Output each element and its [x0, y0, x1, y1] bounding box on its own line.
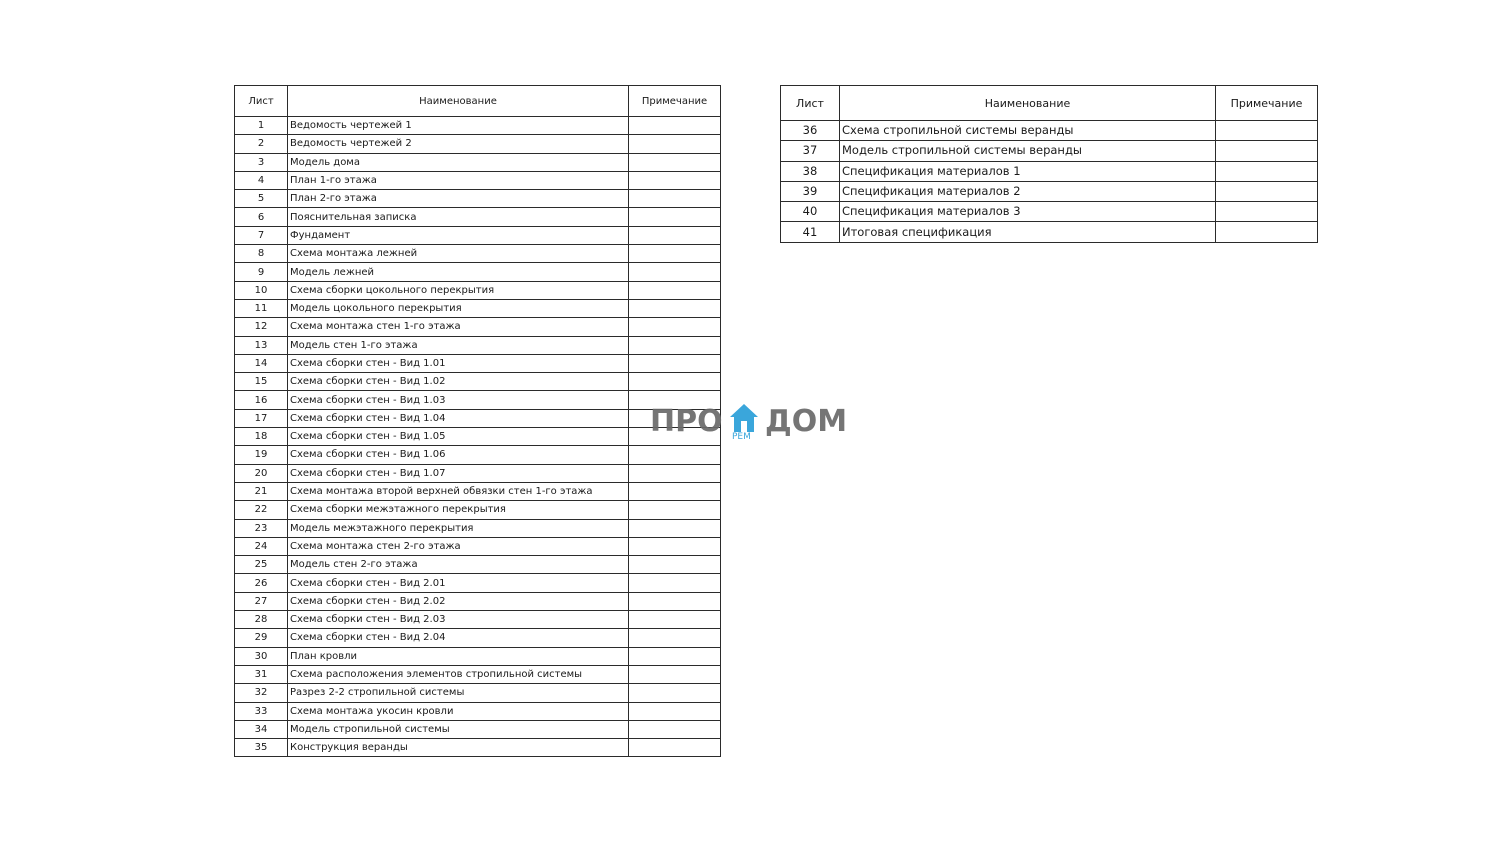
sheet-note-cell [629, 702, 721, 720]
table-row [235, 318, 721, 336]
drawings-list-table-right [780, 85, 1318, 243]
sheet-number-cell: 20 [235, 464, 288, 482]
sheet-name-cell: Схема сборки стен - Вид 2.04 [288, 629, 629, 647]
sheet-name-cell: Пояснительная записка [288, 208, 629, 226]
table-row [235, 684, 721, 702]
sheet-number-cell: 27 [235, 592, 288, 610]
sheet-name-cell: Схема сборки стен - Вид 2.02 [288, 592, 629, 610]
sheet-note-cell [629, 647, 721, 665]
table-row [235, 117, 721, 135]
sheet-number-cell: 15 [235, 373, 288, 391]
sheet-number-cell: 8 [235, 245, 288, 263]
sheet-note-cell [629, 519, 721, 537]
sheet-note-cell [1216, 141, 1318, 161]
table-row [235, 592, 721, 610]
sheet-number-cell: 24 [235, 537, 288, 555]
sheet-note-cell [629, 190, 721, 208]
watermark-text-rem: РЕМ [732, 432, 751, 442]
sheet-note-cell [629, 720, 721, 738]
sheet-number-cell: 19 [235, 446, 288, 464]
sheet-number-cell: 3 [235, 153, 288, 171]
table-row [235, 263, 721, 281]
sheet-name-cell: Модель цокольного перекрытия [288, 299, 629, 317]
sheet-number-cell: 25 [235, 556, 288, 574]
sheet-name-cell: Ведомость чертежей 1 [288, 117, 629, 135]
sheet-name-cell: Спецификация материалов 3 [840, 202, 1216, 222]
sheet-number-cell: 9 [235, 263, 288, 281]
sheet-name-cell: План кровли [288, 647, 629, 665]
sheet-number-cell: 35 [235, 739, 288, 757]
sheet-number-cell: 17 [235, 409, 288, 427]
sheet-number-cell: 5 [235, 190, 288, 208]
table-row [781, 181, 1318, 201]
table-row [235, 665, 721, 683]
sheet-note-cell [629, 464, 721, 482]
sheet-number-cell: 10 [235, 281, 288, 299]
table-row [781, 161, 1318, 181]
sheet-note-cell [629, 684, 721, 702]
sheet-number-cell: 14 [235, 354, 288, 372]
table-row [235, 245, 721, 263]
sheet-note-cell [629, 665, 721, 683]
header-sheet: Лист [235, 86, 288, 117]
sheet-number-cell: 36 [781, 121, 840, 141]
sheet-note-cell [629, 373, 721, 391]
sheet-note-cell [629, 135, 721, 153]
table-row [235, 446, 721, 464]
table-row [235, 281, 721, 299]
sheet-name-cell: Схема сборки стен - Вид 1.04 [288, 409, 629, 427]
sheet-number-cell: 38 [781, 161, 840, 181]
sheet-number-cell: 21 [235, 482, 288, 500]
sheet-note-cell [629, 482, 721, 500]
sheet-number-cell: 4 [235, 171, 288, 189]
sheet-name-cell: Модель стропильной системы веранды [840, 141, 1216, 161]
table-row [781, 121, 1318, 141]
table-body-right [781, 121, 1318, 243]
table-row [235, 208, 721, 226]
table-row [235, 190, 721, 208]
sheet-name-cell: Спецификация материалов 2 [840, 181, 1216, 201]
table-row [235, 574, 721, 592]
sheet-name-cell: План 1-го этажа [288, 171, 629, 189]
sheet-number-cell: 30 [235, 647, 288, 665]
table-row [235, 171, 721, 189]
sheet-name-cell: Схема расположения элементов стропильной системы [288, 665, 629, 683]
sheet-number-cell: 18 [235, 428, 288, 446]
sheet-number-cell: 28 [235, 611, 288, 629]
header-note: Примечание [629, 86, 721, 117]
table-row [235, 373, 721, 391]
sheet-name-cell: Схема сборки стен - Вид 2.03 [288, 611, 629, 629]
sheet-number-cell: 40 [781, 202, 840, 222]
table-row [781, 222, 1318, 242]
sheet-name-cell: Схема монтажа укосин кровли [288, 702, 629, 720]
header-name: Наименование [288, 86, 629, 117]
sheet-note-cell [629, 117, 721, 135]
sheet-name-cell: Разрез 2-2 стропильной системы [288, 684, 629, 702]
sheet-note-cell [629, 354, 721, 372]
watermark-text-dom: ДОМ [765, 404, 848, 439]
sheet-number-cell: 13 [235, 336, 288, 354]
sheet-number-cell: 6 [235, 208, 288, 226]
sheet-name-cell: Модель стен 1-го этажа [288, 336, 629, 354]
watermark-logo [648, 400, 858, 448]
sheet-number-cell: 37 [781, 141, 840, 161]
table-row [781, 202, 1318, 222]
sheet-name-cell: Модель дома [288, 153, 629, 171]
table-row [235, 556, 721, 574]
table-row [235, 501, 721, 519]
header-note: Примечание [1216, 86, 1318, 121]
sheet-note-cell [1216, 222, 1318, 242]
sheet-note-cell [629, 611, 721, 629]
sheet-name-cell: Схема стропильной системы веранды [840, 121, 1216, 141]
sheet-name-cell: Схема сборки стен - Вид 1.01 [288, 354, 629, 372]
table-row [235, 336, 721, 354]
house-icon [729, 402, 759, 436]
table-row [235, 720, 721, 738]
sheet-number-cell: 16 [235, 391, 288, 409]
sheet-note-cell [629, 226, 721, 244]
sheet-note-cell [1216, 202, 1318, 222]
table-row [235, 702, 721, 720]
sheet-number-cell: 31 [235, 665, 288, 683]
sheet-name-cell: План 2-го этажа [288, 190, 629, 208]
watermark-text-pro: ПРО [650, 404, 723, 439]
table-header-row [235, 86, 721, 117]
sheet-name-cell: Модель стропильной системы [288, 720, 629, 738]
sheet-number-cell: 26 [235, 574, 288, 592]
sheet-name-cell: Схема сборки стен - Вид 2.01 [288, 574, 629, 592]
header-sheet: Лист [781, 86, 840, 121]
sheet-note-cell [629, 208, 721, 226]
sheet-number-cell: 7 [235, 226, 288, 244]
sheet-note-cell [1216, 161, 1318, 181]
sheet-name-cell: Спецификация материалов 1 [840, 161, 1216, 181]
table-row [235, 135, 721, 153]
table-row [235, 629, 721, 647]
sheet-note-cell [629, 501, 721, 519]
sheet-number-cell: 1 [235, 117, 288, 135]
sheet-name-cell: Схема сборки стен - Вид 1.07 [288, 464, 629, 482]
sheet-note-cell [629, 171, 721, 189]
sheet-name-cell: Схема сборки стен - Вид 1.02 [288, 373, 629, 391]
sheet-number-cell: 34 [235, 720, 288, 738]
sheet-name-cell: Модель межэтажного перекрытия [288, 519, 629, 537]
sheet-number-cell: 29 [235, 629, 288, 647]
sheet-note-cell [629, 574, 721, 592]
sheet-name-cell: Схема сборки стен - Вид 1.05 [288, 428, 629, 446]
sheet-note-cell [629, 336, 721, 354]
sheet-name-cell: Схема монтажа второй верхней обвязки стен 1-го этажа [288, 482, 629, 500]
sheet-number-cell: 11 [235, 299, 288, 317]
table-row [235, 739, 721, 757]
sheet-note-cell [629, 556, 721, 574]
sheet-name-cell: Модель лежней [288, 263, 629, 281]
table-header-row [781, 86, 1318, 121]
table-row [781, 141, 1318, 161]
table-row [235, 464, 721, 482]
sheet-number-cell: 22 [235, 501, 288, 519]
sheet-name-cell: Схема сборки цокольного перекрытия [288, 281, 629, 299]
table-row [235, 299, 721, 317]
sheet-name-cell: Модель стен 2-го этажа [288, 556, 629, 574]
sheet-note-cell [629, 245, 721, 263]
table-row [235, 611, 721, 629]
header-name: Наименование [840, 86, 1216, 121]
sheet-name-cell: Конструкция веранды [288, 739, 629, 757]
sheet-name-cell: Схема монтажа стен 2-го этажа [288, 537, 629, 555]
table-row [235, 226, 721, 244]
table-row [235, 519, 721, 537]
sheet-number-cell: 12 [235, 318, 288, 336]
table-row [235, 482, 721, 500]
sheet-name-cell: Схема монтажа лежней [288, 245, 629, 263]
sheet-number-cell: 39 [781, 181, 840, 201]
sheet-note-cell [1216, 181, 1318, 201]
sheet-note-cell [629, 281, 721, 299]
sheet-note-cell [629, 153, 721, 171]
sheet-note-cell [629, 299, 721, 317]
sheet-name-cell: Схема сборки стен - Вид 1.06 [288, 446, 629, 464]
sheet-note-cell [629, 629, 721, 647]
sheet-number-cell: 33 [235, 702, 288, 720]
sheet-name-cell: Фундамент [288, 226, 629, 244]
sheet-number-cell: 32 [235, 684, 288, 702]
table-row [235, 647, 721, 665]
sheet-number-cell: 41 [781, 222, 840, 242]
sheet-name-cell: Схема сборки межэтажного перекрытия [288, 501, 629, 519]
sheet-name-cell: Ведомость чертежей 2 [288, 135, 629, 153]
sheet-note-cell [629, 446, 721, 464]
sheet-note-cell [629, 739, 721, 757]
sheet-note-cell [1216, 121, 1318, 141]
sheet-note-cell [629, 318, 721, 336]
sheet-note-cell [629, 592, 721, 610]
sheet-name-cell: Схема сборки стен - Вид 1.03 [288, 391, 629, 409]
sheet-number-cell: 2 [235, 135, 288, 153]
sheet-note-cell [629, 263, 721, 281]
sheet-name-cell: Итоговая спецификация [840, 222, 1216, 242]
table-row [235, 354, 721, 372]
sheet-note-cell [629, 537, 721, 555]
table-row [235, 537, 721, 555]
table-row [235, 153, 721, 171]
sheet-number-cell: 23 [235, 519, 288, 537]
sheet-name-cell: Схема монтажа стен 1-го этажа [288, 318, 629, 336]
